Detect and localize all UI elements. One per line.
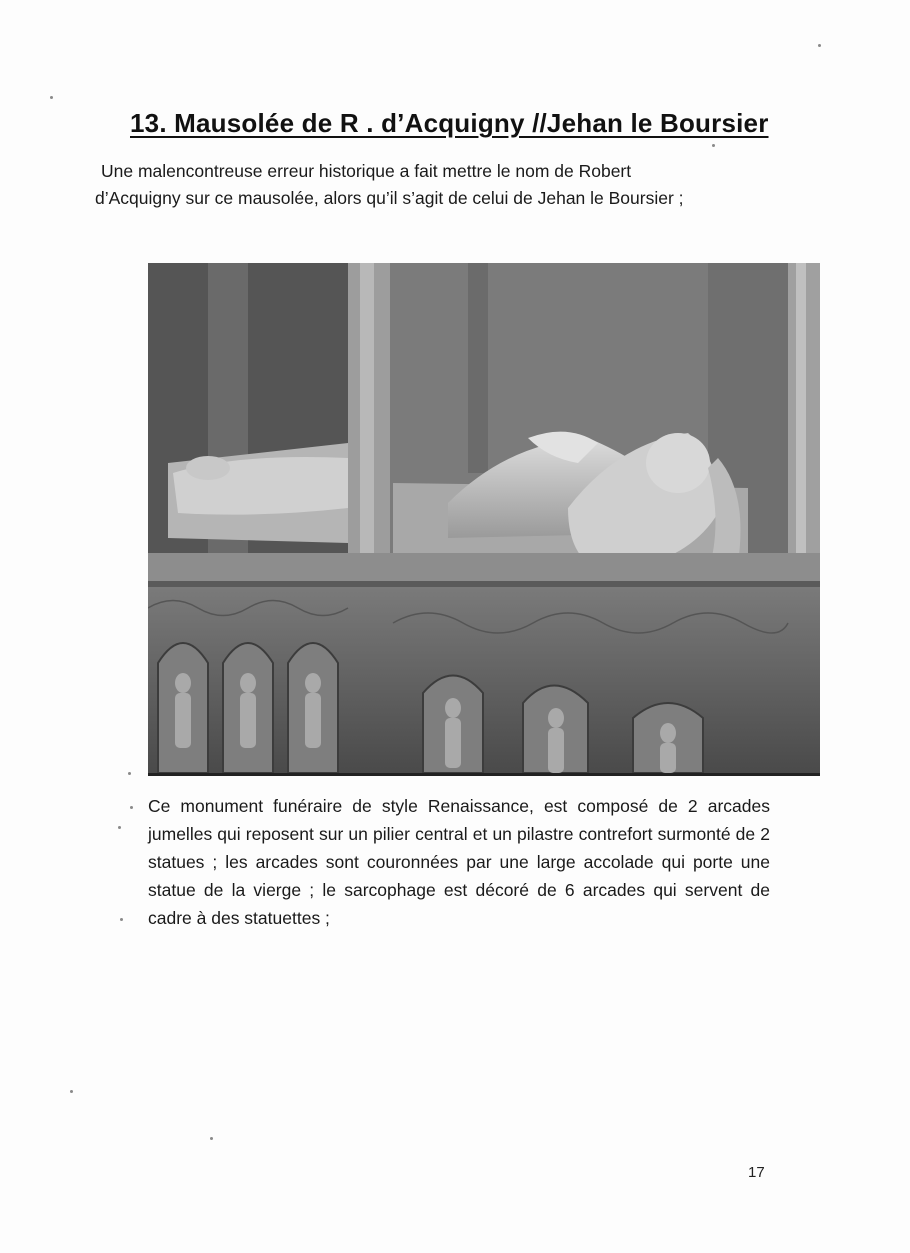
scan-speck (712, 144, 715, 147)
intro-line-2: d’Acquigny sur ce mausolée, alors qu’il s’agit de celui de Jehan le Boursier ; (95, 188, 684, 208)
scan-speck (210, 1137, 213, 1140)
page-title: 13. Mausolée de R . d’Acquigny //Jehan le Boursier (130, 108, 769, 138)
scan-speck (818, 44, 821, 47)
scan-speck (70, 1090, 73, 1093)
scan-speck (130, 806, 133, 809)
intro-line-1: Une malencontreuse erreur historique a fait mettre le nom de Robert (101, 161, 632, 181)
scan-speck (128, 772, 131, 775)
intro-paragraph (95, 158, 795, 212)
mausoleum-photo-drawing (148, 263, 820, 773)
page-number: 17 (748, 1164, 765, 1181)
scan-speck (50, 96, 53, 99)
photo-rule (148, 773, 820, 776)
scan-speck (118, 826, 121, 829)
mausoleum-photo (148, 263, 820, 773)
scan-speck (120, 918, 123, 921)
description-paragraph: Ce monument funéraire de style Renaissance, est composé de 2 arcades jumelles qui reposent sur un pilier central et un pilastre contrefort surmonté de 2 statues ; les arcades sont couronnées par une large accolade qui porte une statue de la vierge ; le sarcophage est décoré de 6 arcades qui servent de cadre à des statuettes ; (148, 796, 770, 928)
